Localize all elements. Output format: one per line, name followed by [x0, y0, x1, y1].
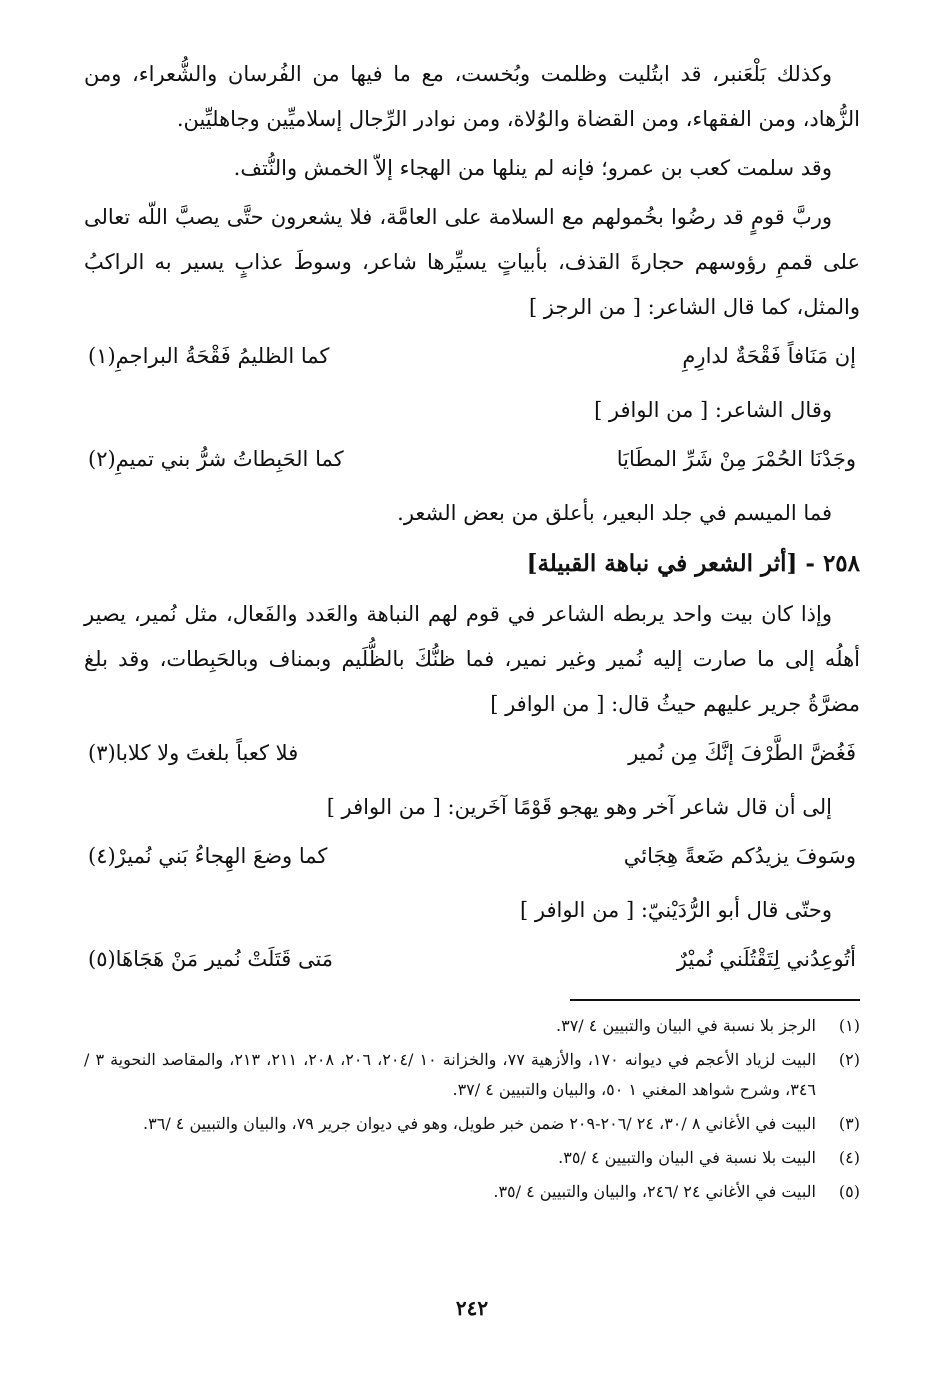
paragraph: وإذا كان بيت واحد يربطه الشاعر في قوم لهم النباهة والعَدد والفَعال، مثل نُمير، يصير أهلُه إلى ما صارت إليه نُمير وغير نمير، فما ظنُّكَ بالظُّلَيم وبمناف وبالحَبِطات، وقد بلغ مضرَّةُ جرير عليهم حيثُ قال: [ من الوافر ]: [84, 602, 860, 716]
verse-first-hemistich: فَغُضَّ الطَّرْفَ إنَّكَ مِن نُمير: [628, 741, 856, 765]
paragraph: وقد سلمت كعب بن عمرو؛ فإنه لم ينلها من الهجاء إلاّ الخمش والنُّتف.: [233, 156, 832, 180]
footnote-text: البيت بلا نسبة في البيان والتبيين ٤ /٣٥.: [558, 1148, 816, 1167]
verse-line: [84, 731, 860, 775]
footnote-text: البيت لزياد الأعجم في ديوانه ١٧٠، والأزهية ٧٧، والخزانة ١٠ /٢٠٤، ٢٠٦، ٢٠٨، ٢١١، ٢١٣، والمقاصد النحوية ٣ /٣٤٦، وشرح شواهد المغني ١ ٥٠، والبيان والتبيين ٤ /٣٧.: [84, 1050, 817, 1099]
footnote: [84, 1143, 860, 1173]
verse-line: [84, 937, 860, 981]
footnote-number: (٢): [838, 1050, 860, 1069]
verse-second-hemistich: فلا كعباً بلغتَ ولا كلابا(٣): [88, 741, 299, 765]
footnote-text: الرجز بلا نسبة في البيان والتبيين ٤ /٣٧.: [556, 1016, 816, 1035]
verse-line: [84, 334, 860, 378]
verse-first-hemistich: وجَدْنَا الحُمْرَ مِنْ شَرِّ المطَايَا: [616, 447, 856, 471]
verse-second-hemistich: كما وضعَ الهِجاءُ بَني نُميرْ(٤): [88, 844, 328, 868]
paragraph: وحتّى قال أبو الرُّدَيْنيّ: [ من الوافر ]: [519, 898, 832, 922]
paragraph: إلى أن قال شاعر آخر وهو يهجو قَوْمًا آخَرين: [ من الوافر ]: [326, 795, 832, 819]
footnote-number: (٣): [838, 1114, 860, 1133]
footnote-text: البيت في الأغاني ٢٤ /٢٤٦، والبيان والتبيين ٤ /٣٥.: [493, 1182, 816, 1201]
verse-second-hemistich: مَتى قَتَلَتْ نُمير مَنْ هَجَاهَا(٥): [88, 947, 334, 971]
footnote-separator: [570, 999, 860, 1001]
footnote: [84, 1011, 860, 1041]
verse-line: [84, 437, 860, 481]
paragraph: وقال الشاعر: [ من الوافر ]: [594, 398, 832, 422]
footnote: [84, 1177, 860, 1207]
paragraph: وكذلك بَلْعَنبر، قد ابتُليت وظلمت وبُخست، مع ما فيها من الفُرسان والشُّعراء، ومن الزُّهاد، ومن الفقهاء، ومن القضاة والوُلاة، ومن نوادر الرِّجال إسلاميِّين وجاهليِّين.: [84, 62, 860, 131]
verse-second-hemistich: كما الظليمُ فَقْحَةُ البراجمِ(١): [88, 344, 330, 368]
verse-first-hemistich: إن مَنَافاً فَقْحَةٌ لدارِمِ: [682, 344, 856, 368]
footnote-number: (١): [838, 1016, 860, 1035]
verse-first-hemistich: وسَوفَ يزيدُكم ضَعةً هِجَائي: [623, 844, 856, 868]
footnote: [84, 1045, 860, 1105]
page-number: ٢٤٢: [455, 1296, 489, 1320]
footnote-text: البيت في الأغاني ٨ /٣٠، ٢٤ /٢٠٦-٢٠٩ ضمن خبر طويل، وهو في ديوان جرير ٧٩، والبيان والتبيين ٤ /٣٦.: [143, 1114, 816, 1133]
footnote-number: (٤): [838, 1148, 860, 1167]
section-heading: ٢٥٨ - [أثر الشعر في نباهة القبيلة]: [526, 550, 860, 577]
verse-second-hemistich: كما الحَبِطاتُ شرُّ بني تميمِ(٢): [88, 447, 344, 471]
verse-line: [84, 834, 860, 878]
verse-first-hemistich: أتُوعِدُني لِتَقْتُلَني نُميْرٌ: [676, 947, 856, 971]
paragraph: فما الميسم في جلد البعير، بأعلق من بعض الشعر.: [397, 501, 832, 525]
footnote: [84, 1109, 860, 1139]
footnote-number: (٥): [838, 1182, 860, 1201]
paragraph: وربَّ قومٍ قد رضُوا بخُمولهم مع السلامة على العامَّة، فلا يشعرون حتَّى يصبَّ اللّه تعالى على قممِ رؤوسهم حجارةَ القذف، بأبياتٍ يسيِّرها شاعر، وسوطَ عذابٍ يسير به الراكبُ والمثل، كما قال الشاعر: [ من الرجز ]: [84, 205, 860, 319]
